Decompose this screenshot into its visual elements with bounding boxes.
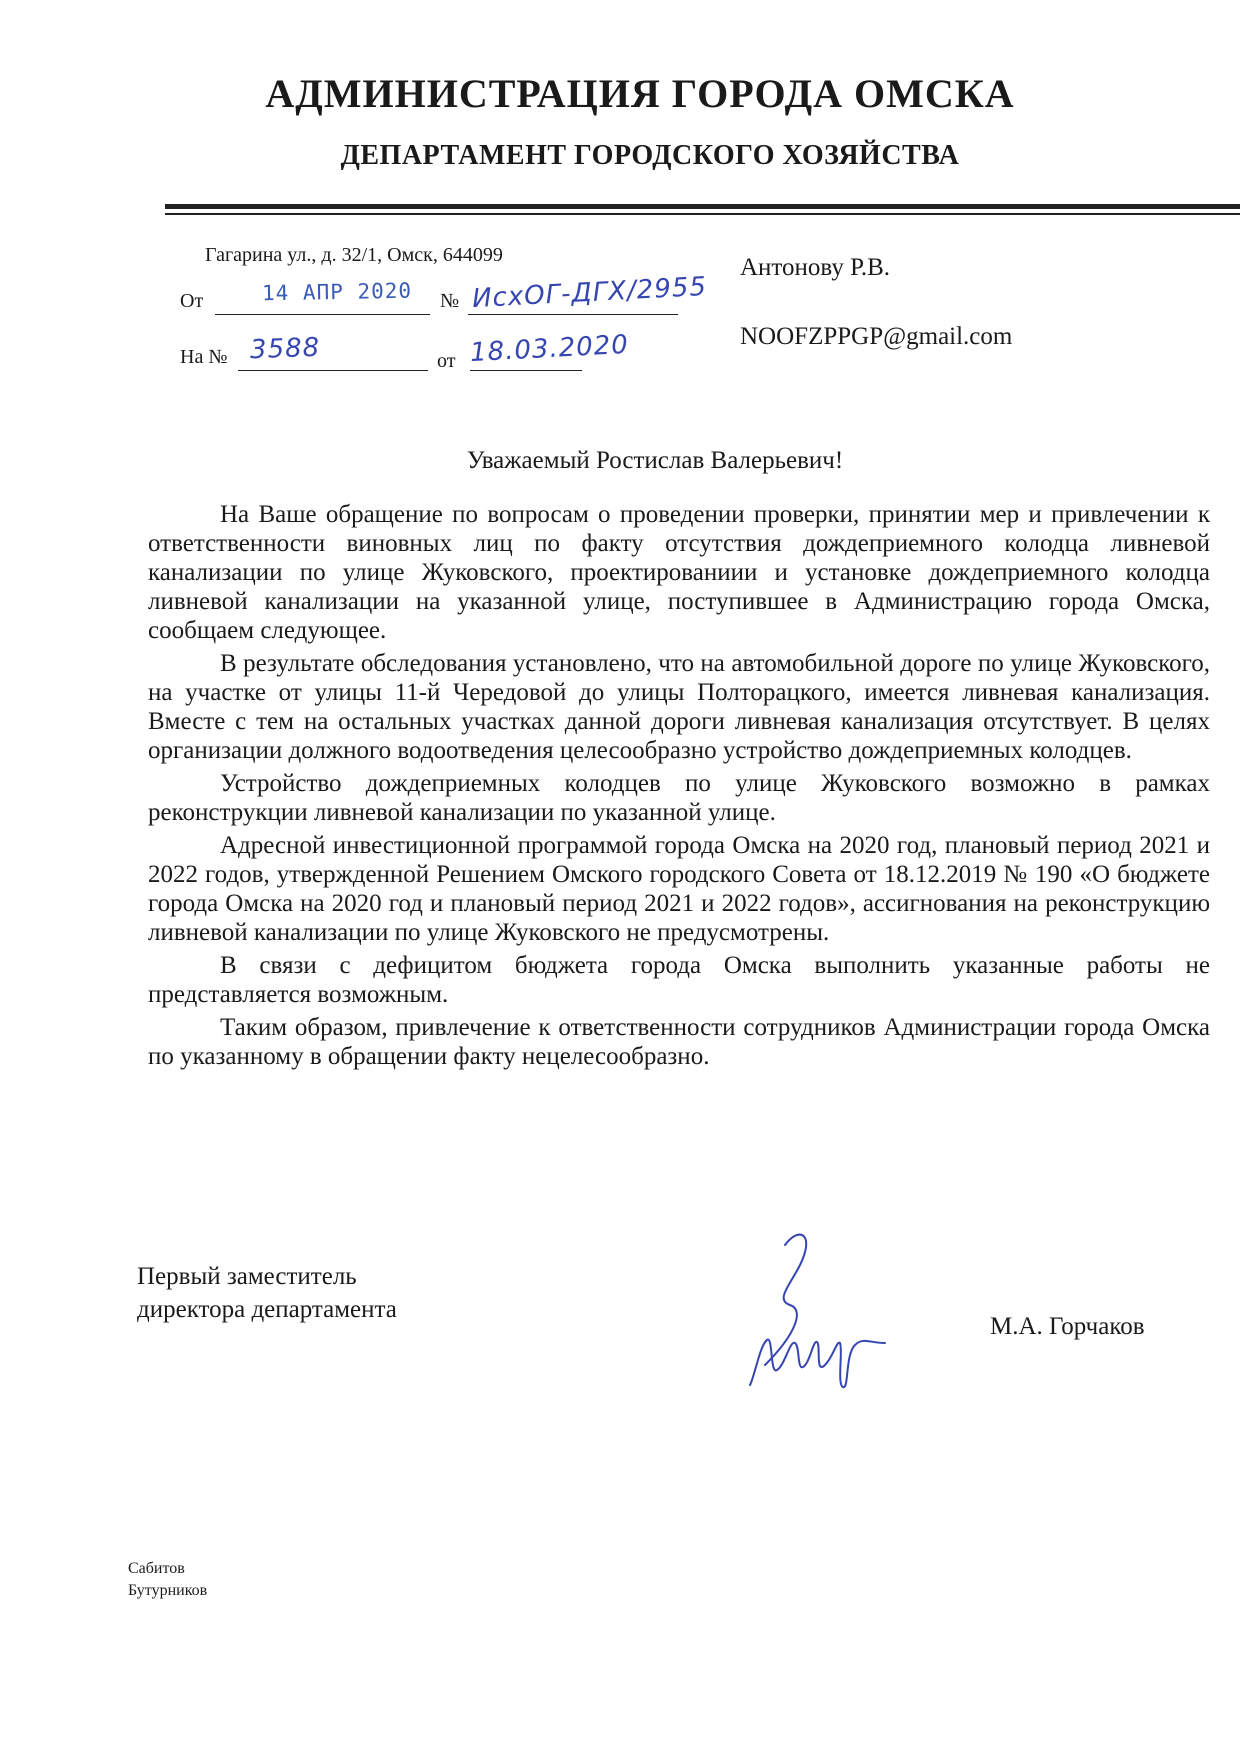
body-paragraph: Устройство дождеприемных колодцев по улице Жуковского возможно в рамках реконструкции ливневой канализации по указанной улице.	[148, 770, 1210, 826]
department-title: ДЕПАРТАМЕНТ ГОРОДСКОГО ХОЗЯЙСТВА	[340, 140, 960, 171]
reply-number: 3588	[249, 332, 321, 366]
body-paragraph: На Ваше обращение по вопросам о проведении проверки, принятии мер и привлечении к ответственности виновных лиц по факту отсутствия дождеприемного колодца ливневой канализации по улице Жуковского, проектированиии и установке дождеприемного колодца ливневой канализации на указанной улице, поступившее в Администрацию города Омска, сообщаем следующее.	[148, 501, 1210, 644]
reply-number-line	[238, 370, 428, 371]
handwritten-signature	[745, 1225, 895, 1395]
greeting: Уважаемый Ростислав Валерьевич!	[466, 447, 844, 474]
header-rule-thick	[165, 204, 1240, 209]
executors-list	[128, 1558, 207, 1602]
registration-date-stamp: 14 АПР 2020	[261, 278, 413, 306]
signatory-title	[137, 1260, 397, 1326]
recipient-name: Антонову Р.В.	[740, 254, 891, 281]
reply-date-label: от	[437, 350, 456, 372]
reply-date-line	[470, 370, 582, 371]
org-title: АДМИНИСТРАЦИЯ ГОРОДА ОМСКА	[265, 71, 1015, 116]
body-paragraph: В связи с дефицитом бюджета города Омска выполнить указанные работы не представляется возможным.	[148, 952, 1210, 1008]
sender-address: Гагарина ул., д. 32/1, Омск, 644099	[205, 244, 503, 266]
body-paragraph: Адресной инвестиционной программой города Омска на 2020 год, плановый период 2021 и 2022 годов, утвержденной Решением Омского городского Совета от 18.12.2019 № 190 «О бюджете города Омска на 2020 год и плановый период 2021 и 2022 годов», ассигнования на реконструкцию ливневой канализации по улице Жуковского не предусмотрены.	[148, 832, 1210, 946]
from-label: От	[180, 290, 204, 312]
reply-number-label: На №	[180, 346, 228, 368]
from-date-line	[215, 314, 430, 315]
letter-body	[148, 500, 1210, 1075]
signatory-title-line: Первый заместитель	[137, 1263, 357, 1290]
signatory-title-line: директора департамента	[137, 1296, 397, 1323]
body-paragraph: Таким образом, привлечение к ответственности сотрудников Администрации города Омска по указанному в обращении факту нецелесообразно.	[148, 1014, 1210, 1070]
recipient-email: NOOFZPPGP@gmail.com	[740, 323, 1013, 350]
outgoing-number: ИсхОГ-ДГХ/2955	[471, 271, 708, 315]
signatory-name: М.А. Горчаков	[990, 1313, 1145, 1340]
executor-name: Бутурников	[128, 1582, 208, 1599]
executor-name: Сабитов	[128, 1560, 185, 1577]
outgoing-number-line	[468, 314, 678, 315]
number-label: №	[440, 290, 460, 312]
reply-date: 18.03.2020	[469, 329, 630, 369]
body-paragraph: В результате обследования установлено, что на автомобильной дороге по улице Жуковского, на участке от улицы 11-й Чередовой до улицы Полторацкого, имеется ливневая канализация. Вместе с тем на остальных участках данной дороги ливневая канализация отсутствует. В целях организации должного водоотведения целесообразно устройство дождеприемных колодцев.	[148, 650, 1210, 764]
header-rule-thin	[165, 213, 1240, 215]
